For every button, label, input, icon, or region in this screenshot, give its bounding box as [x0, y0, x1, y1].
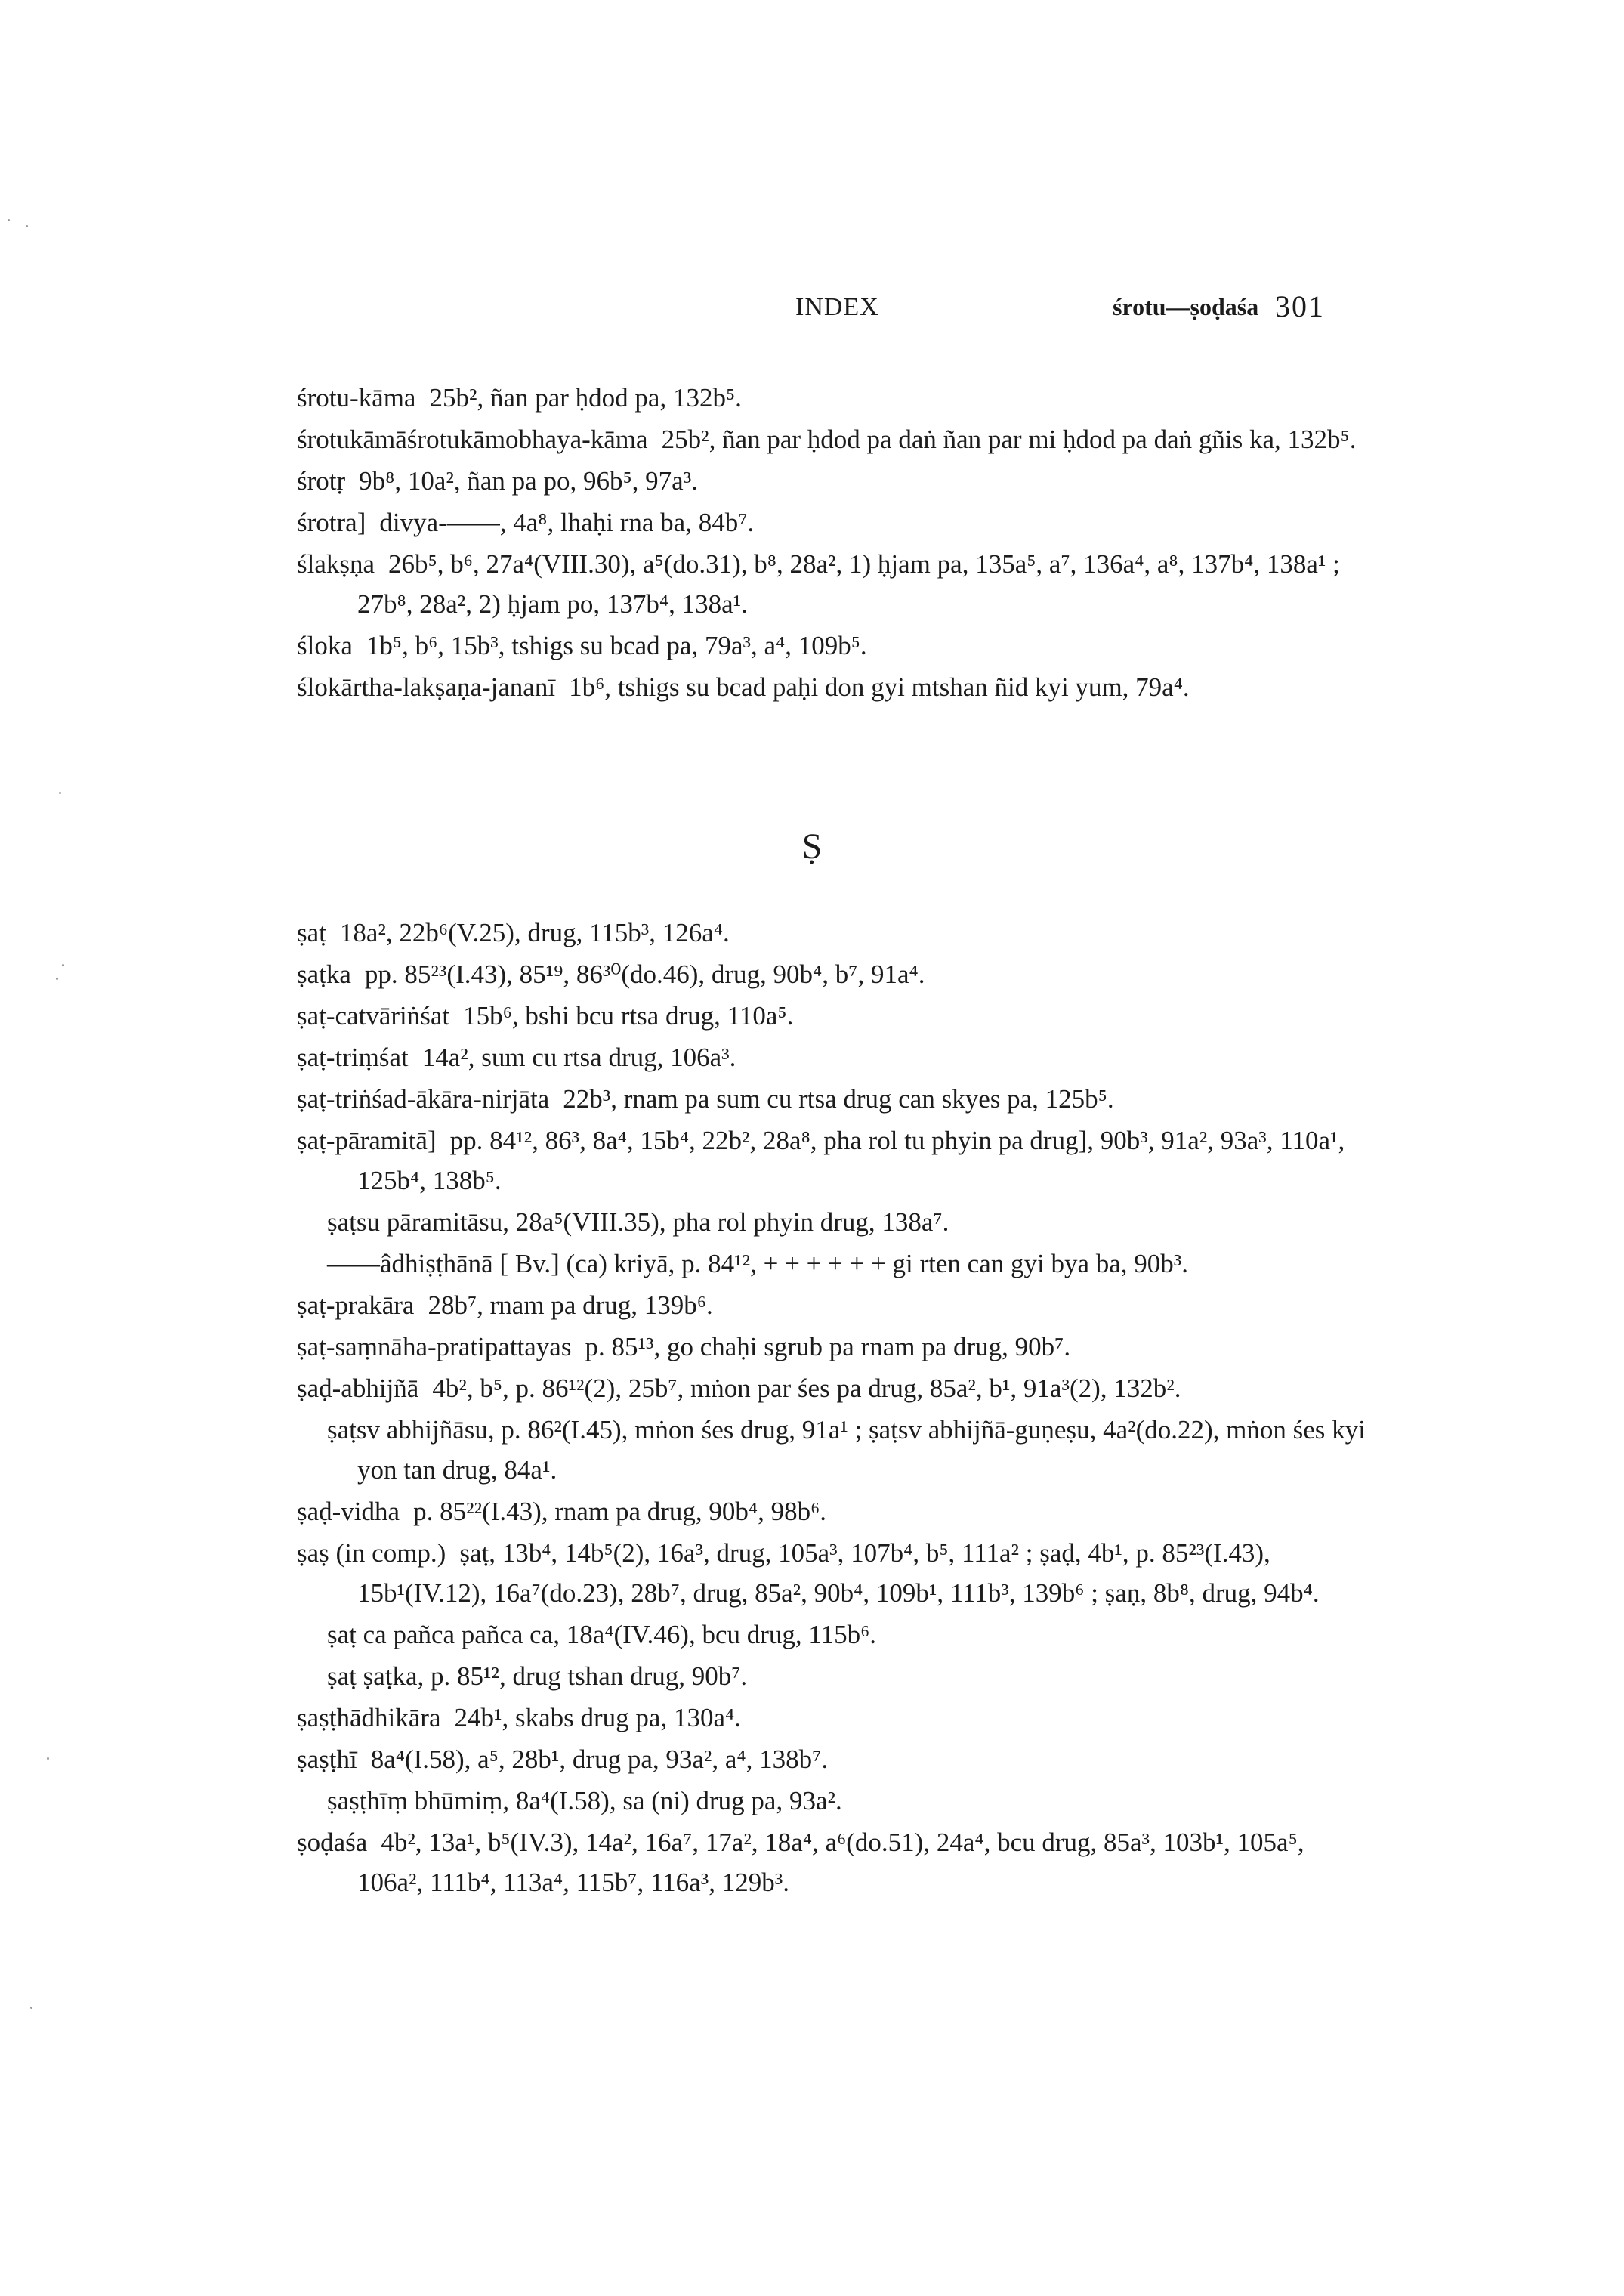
headword-range: śrotu—ṣoḍaśa	[1113, 293, 1259, 320]
index-entry	[297, 1822, 1369, 1902]
index-subentry	[297, 1202, 1369, 1242]
index-entries-lower	[297, 913, 1369, 1904]
entry-text: 14a², sum cu rtsa drug, 106a³.	[421, 1043, 736, 1072]
headword: śrotukāmāśrotukāmobhaya-kāma	[297, 425, 648, 454]
page-header	[0, 289, 1624, 338]
index-entry	[297, 996, 1369, 1036]
entry-text: ——âdhiṣṭhānā [ Bv.] (ca) kriyā, p. 84¹², + + + + + + gi rten can gyi bya ba, 90b³.	[327, 1249, 1189, 1278]
entry-text: 18a², 22b⁶(V.25), drug, 115b³, 126a⁴.	[339, 918, 730, 947]
scan-speck	[8, 219, 10, 221]
index-entry	[297, 1285, 1369, 1325]
index-entry	[297, 1698, 1369, 1738]
entry-text: 28b⁷, rnam pa drug, 139b⁶.	[428, 1290, 713, 1320]
index-entries-upper	[297, 378, 1369, 709]
index-subentry	[297, 1615, 1369, 1655]
index-entry	[297, 1037, 1369, 1077]
entry-text: 4b², b⁵, p. 86¹²(2), 25b⁷, mṅon par śes pa drug, 85a², b¹, 91a³(2), 132b².	[432, 1374, 1181, 1403]
entry-text: 24b¹, skabs drug pa, 130a⁴.	[454, 1703, 741, 1732]
entry-text: 4b², 13a¹, b⁵(IV.3), 14a², 16a⁷, 17a², 18a⁴, a⁶(do.51), 24a⁴, bcu drug, 85a³, 103b¹, 105a⁵, 106a², 111b⁴, 113a⁴, 115b⁷, 116a³, 129b³.	[357, 1828, 1304, 1897]
index-entry	[297, 544, 1369, 624]
index-entry	[297, 913, 1369, 953]
headword: ṣaṭ-catvāriṅśat	[297, 1001, 450, 1031]
entry-text: ṣaṭ, 13b⁴, 14b⁵(2), 16a³, drug, 105a³, 107b⁴, b⁵, 111a² ; ṣaḍ, 4b¹, p. 85²³(I.43), 15b¹(IV.12), 16a⁷(do.23), 28b⁷, drug, 85a², 90b⁴, 109b¹, 111b³, 139b⁶ ; ṣaṇ, 8b⁸, drug, 94b⁴.	[357, 1538, 1320, 1608]
headword: ṣaṭ-pāramitā]	[297, 1126, 437, 1155]
running-title: INDEX	[795, 293, 879, 321]
entry-text: ṣaṣṭhīṃ bhūmiṃ, 8a⁴(I.58), sa (ni) drug pa, 93a².	[327, 1786, 842, 1815]
index-subentry	[297, 1656, 1369, 1696]
headword: ślokārtha-lakṣaṇa-jananī	[297, 672, 556, 702]
headword: śrotu-kāma	[297, 383, 416, 413]
page-number: 301	[1275, 289, 1325, 323]
entry-text: 22b³, rnam pa sum cu rtsa drug can skyes pa, 125b⁵.	[563, 1084, 1114, 1114]
entry-text: 15b⁶, bshi bcu rtsa drug, 110a⁵.	[463, 1001, 794, 1031]
index-entry	[297, 1368, 1369, 1408]
index-entry	[297, 954, 1369, 994]
headword: ṣaḍ-vidha	[297, 1497, 400, 1526]
entry-text: pp. 84¹², 86³, 8a⁴, 15b⁴, 22b², 28a⁸, pha rol tu phyin pa drug], 90b³, 91a², 93a³, 110a¹, 125b⁴, 138b⁵.	[357, 1126, 1345, 1195]
entry-text: 8a⁴(I.58), a⁵, 28b¹, drug pa, 93a², a⁴, 138b⁷.	[370, 1744, 829, 1774]
index-entry	[297, 1491, 1369, 1531]
index-entry	[297, 378, 1369, 418]
entry-text: 25b², ñan par ḥdod pa, 132b⁵.	[429, 383, 742, 413]
headword: ṣaṭ	[297, 918, 326, 947]
scan-speck	[30, 2007, 32, 2009]
entry-text: ṣaṭ ca pañca pañca ca, 18a⁴(IV.46), bcu drug, 115b⁶.	[327, 1620, 877, 1649]
index-subentry	[297, 1781, 1369, 1821]
headword: ṣaṭ-saṃnāha-pratipattayas	[297, 1332, 572, 1361]
entry-text: 25b², ñan par ḥdod pa daṅ ñan par mi ḥdod pa daṅ gñis ka, 132b⁵.	[661, 425, 1357, 454]
index-entry	[297, 1079, 1369, 1119]
entry-text: p. 85¹³, go chaḥi sgrub pa rnam pa drug, 90b⁷.	[585, 1332, 1071, 1361]
entry-text: p. 85²²(I.43), rnam pa drug, 90b⁴, 98b⁶.	[413, 1497, 827, 1526]
scan-speck	[56, 978, 58, 980]
headword: ṣaṣṭhī	[297, 1744, 357, 1774]
entry-text: 1b⁶, tshigs su bcad paḥi don gyi mtshan ñid kyi yum, 79a⁴.	[569, 672, 1190, 702]
index-subentry	[297, 1410, 1369, 1490]
index-entry	[297, 502, 1369, 542]
index-entry	[297, 1739, 1369, 1779]
index-entry	[297, 1327, 1369, 1367]
headword: śrotra]	[297, 508, 366, 537]
index-entry	[297, 461, 1369, 501]
headword: ṣaṣṭhādhikāra	[297, 1703, 441, 1732]
entry-text: pp. 85²³(I.43), 85¹⁹, 86³⁰(do.46), drug, 90b⁴, b⁷, 91a⁴.	[364, 959, 925, 989]
headword: śrotṛ	[297, 466, 346, 496]
index-entry	[297, 1533, 1369, 1613]
entry-text: 1b⁵, b⁶, 15b³, tshigs su bcad pa, 79a³, a⁴, 109b⁵.	[366, 631, 867, 660]
index-subentry	[297, 1244, 1369, 1284]
headword: ṣaḍ-abhijñā	[297, 1374, 419, 1403]
headword: ṣaṭ-prakāra	[297, 1290, 415, 1320]
scan-speck	[26, 225, 28, 227]
scan-speck	[47, 1757, 49, 1760]
entry-text: ṣaṭsu pāramitāsu, 28a⁵(VIII.35), pha rol phyin drug, 138a⁷.	[327, 1207, 949, 1237]
headword: ślakṣṇa	[297, 549, 375, 579]
headword: ṣaṭ-triṅśad-ākāra-nirjāta	[297, 1084, 550, 1114]
entry-text: ṣaṭsv abhijñāsu, p. 86²(I.45), mṅon śes drug, 91a¹ ; ṣaṭsv abhijñā-guṇeṣu, 4a²(do.22), mṅon śes kyi yon tan drug, 84a¹.	[327, 1415, 1366, 1485]
entry-text: 9b⁸, 10a², ñan pa po, 96b⁵, 97a³.	[359, 466, 698, 496]
entry-text: divya-——, 4a⁸, lhaḥi rna ba, 84b⁷.	[379, 508, 755, 537]
headword: ṣaṭ-triṃśat	[297, 1043, 409, 1072]
index-entry	[297, 626, 1369, 666]
entry-text: ṣaṭ ṣaṭka, p. 85¹², drug tshan drug, 90b⁷.	[327, 1661, 748, 1691]
headword: ṣaṣ (in comp.)	[297, 1538, 446, 1568]
index-entry	[297, 1120, 1369, 1201]
headword: ṣoḍaśa	[297, 1828, 368, 1857]
index-entry	[297, 667, 1369, 707]
scan-speck	[62, 964, 64, 966]
headword: ṣaṭka	[297, 959, 351, 989]
section-letter: Ṣ	[801, 827, 823, 867]
entry-text: 26b⁵, b⁶, 27a⁴(VIII.30), a⁵(do.31), b⁸, 28a², 1) ḥjam pa, 135a⁵, a⁷, 136a⁴, a⁸, 137b⁴, 138a¹ ; 27b⁸, 28a², 2) ḥjam po, 137b⁴, 138a¹.	[357, 549, 1340, 619]
headword: śloka	[297, 631, 353, 660]
scan-speck	[59, 792, 61, 794]
index-entry	[297, 419, 1369, 459]
